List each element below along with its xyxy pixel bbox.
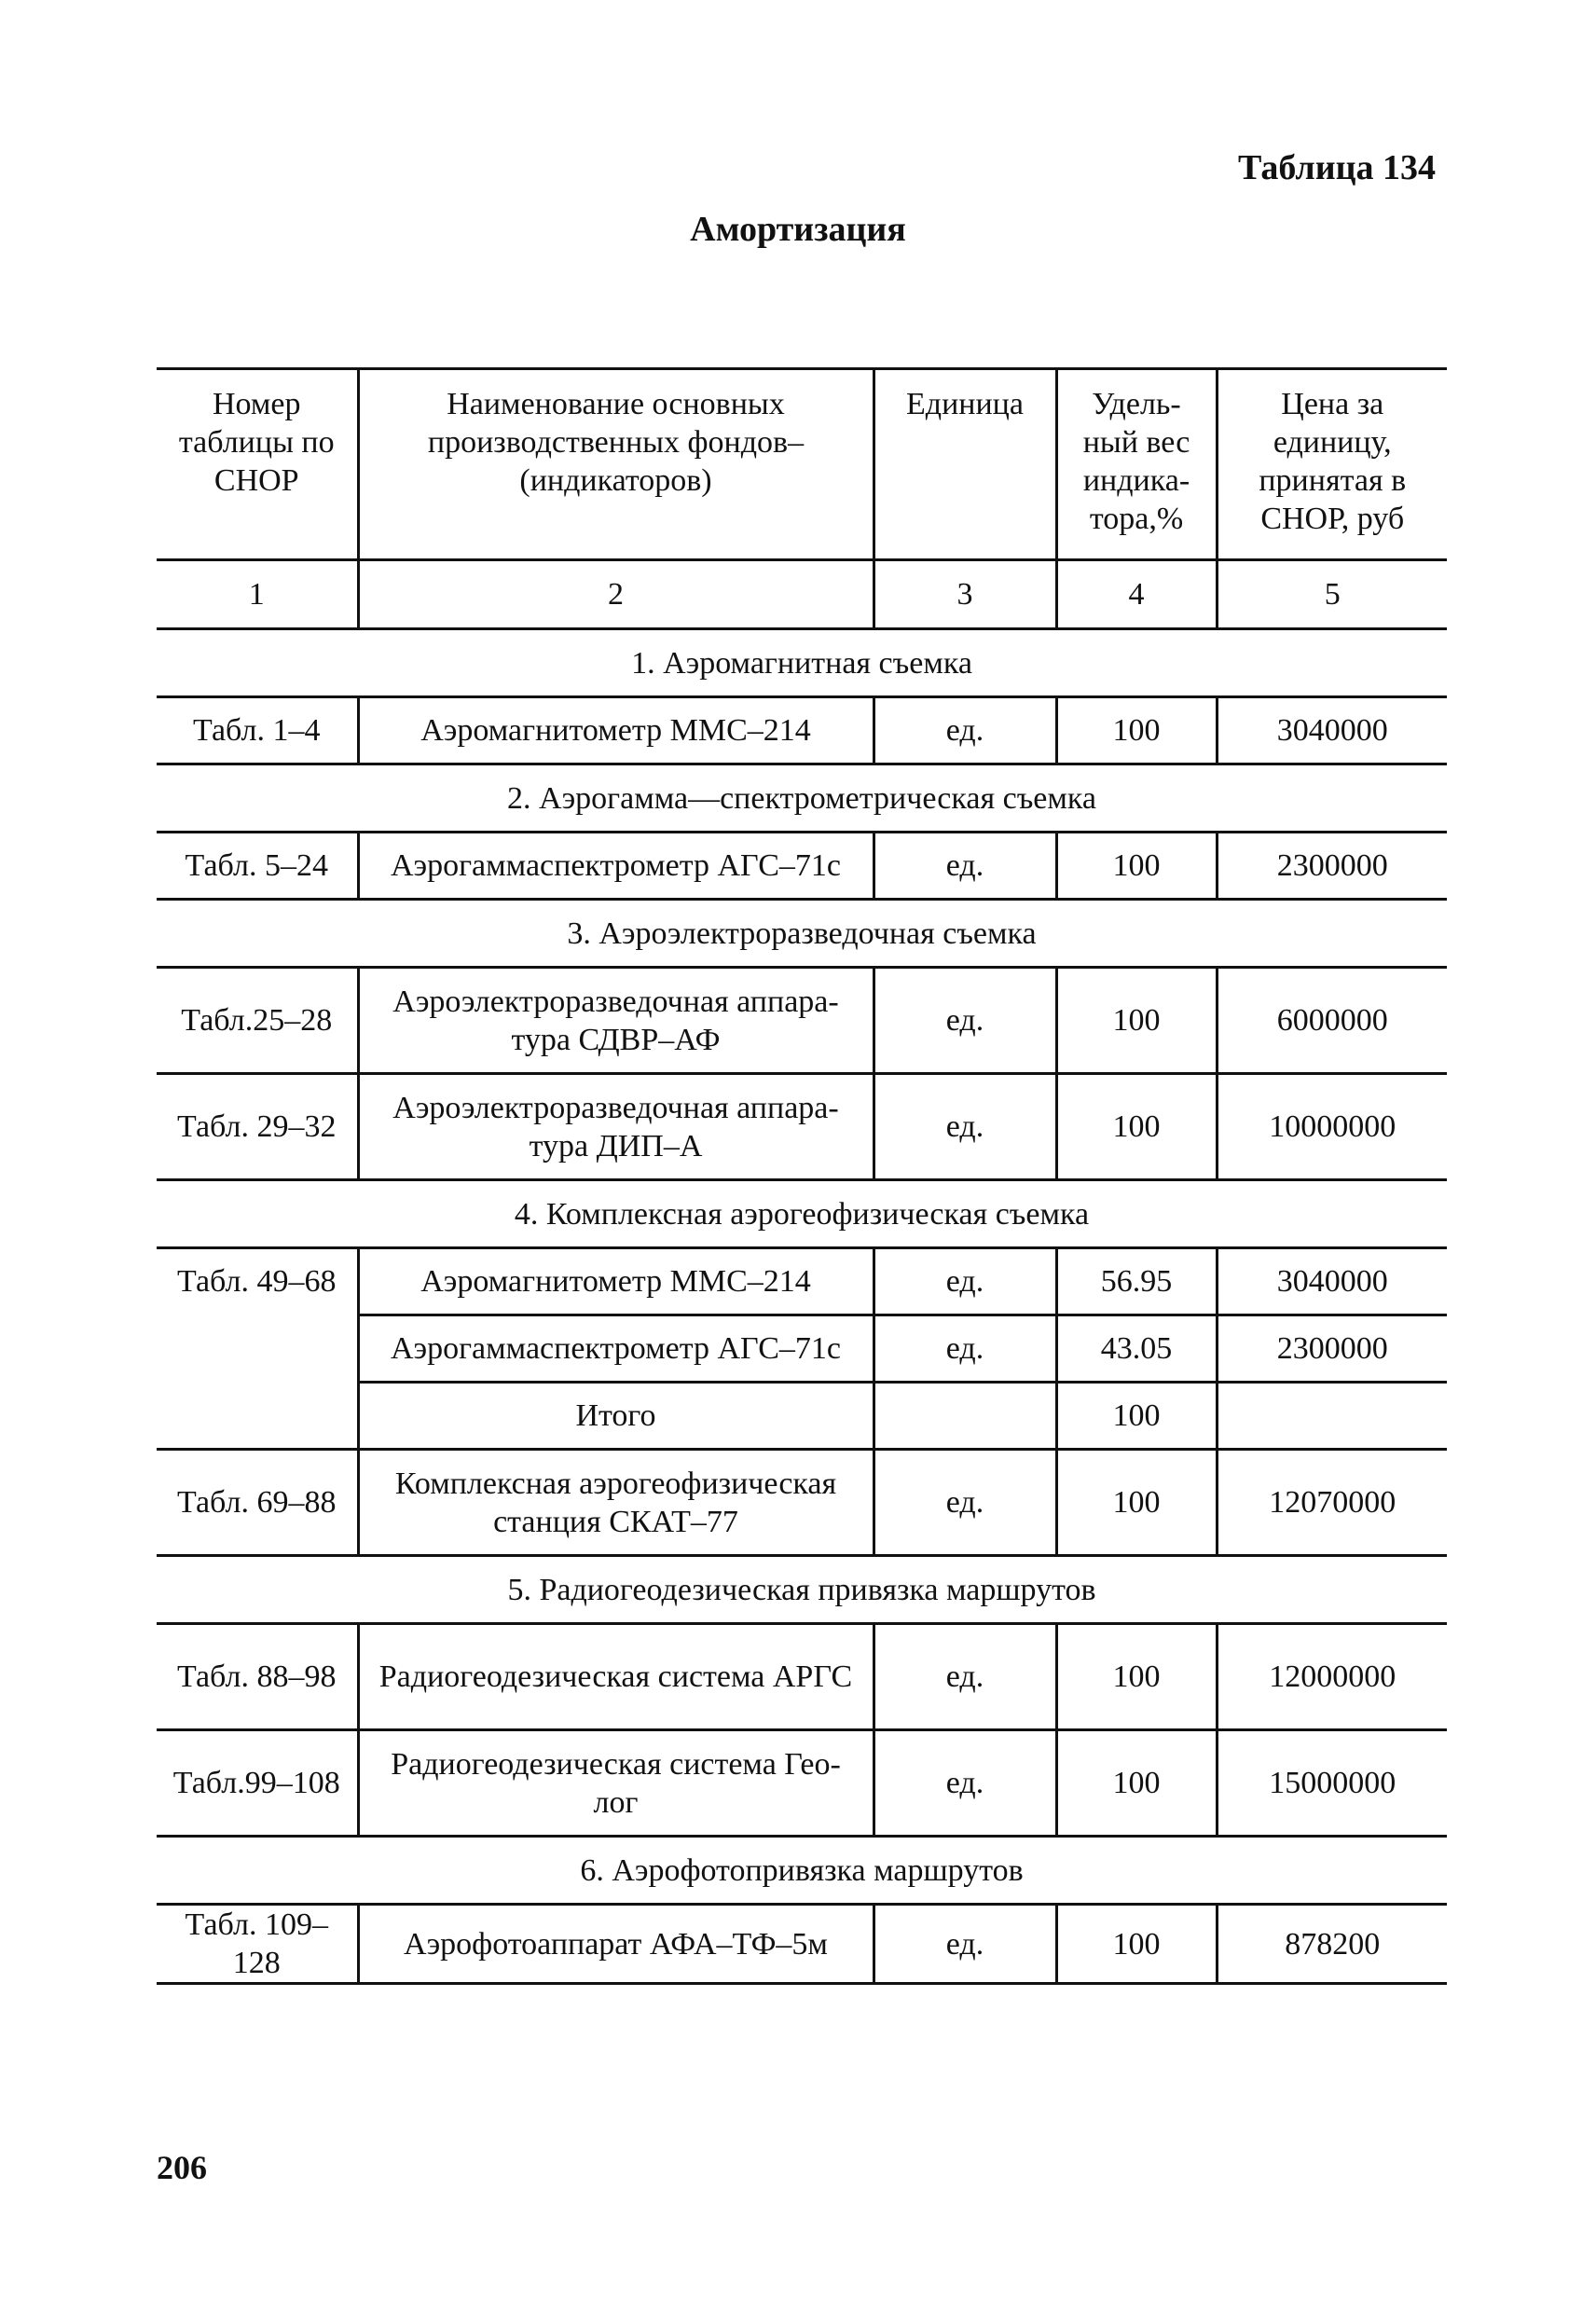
unit-price: 3040000 [1217,697,1447,764]
table-reference: Табл. 1–4 [157,697,358,764]
asset-name: Аэрогаммаспектрометр АГС–71с [358,1315,874,1383]
table-reference: Табл.99–108 [157,1730,358,1837]
section-row [157,1837,1447,1905]
column-header: Номер таблицы по СНОР [157,369,358,560]
total-label: Итого [358,1383,874,1450]
unit-price: 12000000 [1217,1624,1447,1730]
unit: ед. [874,1730,1056,1837]
column-number: 1 [157,560,358,629]
table-row [157,1450,1447,1556]
table-row [157,833,1447,900]
table-row [157,1248,1447,1315]
section-row [157,764,1447,833]
amortization-table-wrapper [157,367,1447,1985]
asset-name: Комплексная аэрогеофизическая станция СКАТ–77 [358,1450,874,1556]
unit-price: 12070000 [1217,1450,1447,1556]
table-row [157,697,1447,764]
table-row [157,1074,1447,1180]
column-header: Цена за единицу, принятая в СНОР, руб [1217,369,1447,560]
asset-name: Аэроэлектроразведочная аппара- тура СДВР–АФ [358,968,874,1074]
table-row [157,1905,1447,1984]
indicator-weight: 100 [1056,833,1217,900]
unit-price: 10000000 [1217,1074,1447,1180]
indicator-weight: 100 [1056,697,1217,764]
page-number: 206 [157,2149,207,2186]
indicator-weight: 100 [1056,1624,1217,1730]
asset-name: Аэромагнитометр ММС–214 [358,1248,874,1315]
unit: ед. [874,968,1056,1074]
unit-price: 2300000 [1217,833,1447,900]
unit: ед. [874,1450,1056,1556]
indicator-weight: 100 [1056,1450,1217,1556]
unit: ед. [874,1624,1056,1730]
indicator-weight: 100 [1056,1383,1217,1450]
asset-name: Аэромагнитометр ММС–214 [358,697,874,764]
section-row [157,900,1447,968]
amortization-table [157,367,1447,1985]
column-number: 5 [1217,560,1447,629]
unit [874,1383,1056,1450]
table-reference: Табл. 109–128 [157,1905,358,1984]
unit: ед. [874,1315,1056,1383]
unit: ед. [874,833,1056,900]
column-header: Удель- ный вес индика- тора,% [1056,369,1217,560]
section-title: 4. Комплексная аэрогеофизическая съемка [157,1180,1447,1248]
unit: ед. [874,1074,1056,1180]
table-number-label: Таблица 134 [1237,148,1436,187]
unit: ед. [874,1905,1056,1984]
indicator-weight: 100 [1056,968,1217,1074]
unit-price: 2300000 [1217,1315,1447,1383]
indicator-weight: 43.05 [1056,1315,1217,1383]
table-row [157,1730,1447,1837]
header-row [157,369,1447,560]
asset-name: Аэрофотоаппарат АФА–ТФ–5м [358,1905,874,1984]
document-title: Амортизация [690,210,906,249]
unit: ед. [874,1248,1056,1315]
asset-name: Радиогеодезическая система АРГС [358,1624,874,1730]
unit-price [1217,1383,1447,1450]
table-row [157,968,1447,1074]
indicator-weight: 100 [1056,1730,1217,1837]
indicator-weight: 56.95 [1056,1248,1217,1315]
unit: ед. [874,697,1056,764]
column-number: 3 [874,560,1056,629]
indicator-weight: 100 [1056,1905,1217,1984]
section-title: 5. Радиогеодезическая привязка маршрутов [157,1556,1447,1624]
asset-name: Аэроэлектроразведочная аппара- тура ДИП–А [358,1074,874,1180]
table-reference: Табл. 29–32 [157,1074,358,1180]
unit-price: 3040000 [1217,1248,1447,1315]
asset-name: Аэрогаммаспектрометр АГС–71с [358,833,874,900]
table-reference: Табл. 5–24 [157,833,358,900]
unit-price: 15000000 [1217,1730,1447,1837]
column-number: 4 [1056,560,1217,629]
section-row [157,1180,1447,1248]
section-title: 2. Аэрогамма—спектрометрическая съемка [157,764,1447,833]
asset-name: Радиогеодезическая система Гео- лог [358,1730,874,1837]
column-number-row [157,560,1447,629]
table-reference: Табл. 88–98 [157,1624,358,1730]
section-title: 1. Аэромагнитная съемка [157,629,1447,697]
section-row [157,629,1447,697]
section-title: 6. Аэрофотопривязка маршрутов [157,1837,1447,1905]
table-reference: Табл. 69–88 [157,1450,358,1556]
column-number: 2 [358,560,874,629]
table-row [157,1624,1447,1730]
column-header: Наименование основных производственных фондов– (индикаторов) [358,369,874,560]
section-title: 3. Аэроэлектроразведочная съемка [157,900,1447,968]
table-reference: Табл. 49–68 [157,1248,358,1450]
unit-price: 878200 [1217,1905,1447,1984]
section-row [157,1556,1447,1624]
unit-price: 6000000 [1217,968,1447,1074]
indicator-weight: 100 [1056,1074,1217,1180]
table-reference: Табл.25–28 [157,968,358,1074]
column-header: Единица [874,369,1056,560]
